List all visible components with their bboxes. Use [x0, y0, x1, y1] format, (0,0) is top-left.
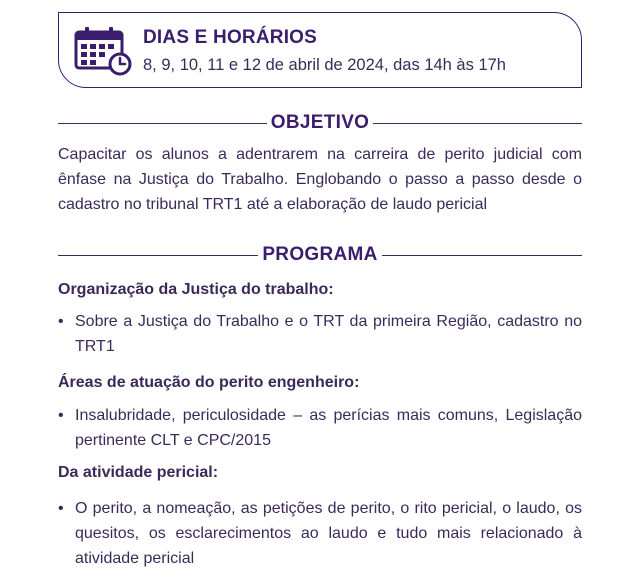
list-item-text: Sobre a Justiça do Trabalho e o TRT da primeira Região, cadastro no TRT1 — [75, 313, 582, 355]
bullet-icon: • — [58, 500, 64, 517]
programa-heading-label: PROGRAMA — [262, 244, 378, 265]
bullet-icon: • — [58, 313, 64, 330]
list-item-text: O perito, a nomeação, as petições de perito, o rito pericial, o laudo, os quesitos, os esclarecimentos ao laudo e tudo mais relacionado à atividade pericial — [75, 500, 582, 567]
schedule-title: DIAS E HORÁRIOS — [143, 27, 318, 48]
section-title-atividade: Da atividade pericial: — [58, 464, 219, 481]
list-item — [58, 309, 582, 359]
divider-right — [382, 255, 582, 256]
divider-left — [58, 255, 258, 256]
objetivo-heading-label: OBJETIVO — [270, 112, 370, 133]
calendar-clock-icon — [74, 26, 134, 76]
objetivo-text: Capacitar os alunos a adentrarem na carreira de perito judicial com ênfase na Justiça do Trabalho. Englobando o passo a passo desde o cadastro no tribunal TRT1 até a elaboração de laudo pericial — [58, 146, 582, 213]
schedule-dates: 8, 9, 10, 11 e 12 de abril de 2024, das 14h às 17h — [143, 56, 506, 74]
list-item — [58, 496, 582, 571]
section-title-areas: Áreas de atuação do perito engenheiro: — [58, 374, 360, 391]
objetivo-heading — [58, 112, 582, 134]
bullet-icon: • — [58, 407, 64, 424]
divider-left — [58, 123, 267, 124]
list-item-text: Insalubridade, periculosidade – as perícias mais comuns, Legislação pertinente CLT e CPC/2015 — [75, 407, 582, 449]
section-title-organizacao: Organização da Justiça do trabalho: — [58, 281, 334, 298]
list-item — [58, 403, 582, 453]
schedule-box — [58, 12, 582, 88]
divider-right — [373, 123, 582, 124]
programa-heading — [58, 244, 582, 266]
